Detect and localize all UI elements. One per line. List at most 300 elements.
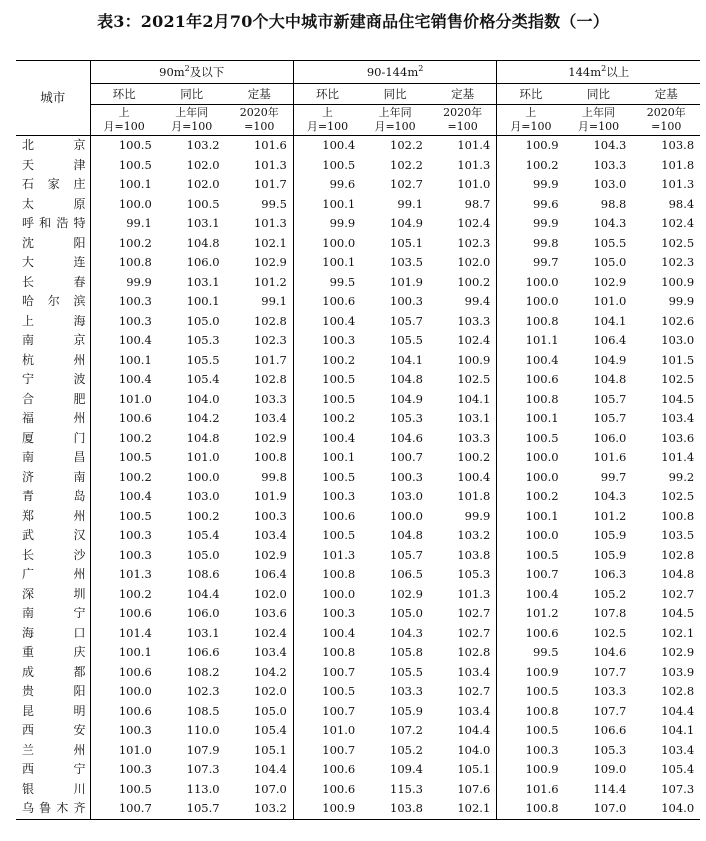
sub-header-fixed: 定基 <box>429 84 497 105</box>
index-value-cell: 99.7 <box>600 469 627 484</box>
index-value-cell: 101.2 <box>525 606 559 620</box>
index-value-cell: 100.0 <box>525 469 559 484</box>
index-value-cell: 100.5 <box>322 372 356 386</box>
city-name-cell: 乌鲁木齐 <box>16 799 90 819</box>
index-value-cell: 100.9 <box>525 762 559 776</box>
index-value-cell: 104.9 <box>390 216 423 230</box>
index-value-cell: 105.4 <box>661 762 695 776</box>
index-value-cell: 100.3 <box>390 294 423 308</box>
index-value-cell: 105.1 <box>226 741 294 761</box>
index-value-cell: 100.5 <box>118 450 152 464</box>
index-value-cell: 100.1 <box>118 177 152 191</box>
city-name-cell: 宁波 <box>16 370 90 390</box>
index-value-cell: 103.1 <box>186 216 220 230</box>
index-value-cell: 106.6 <box>593 723 627 737</box>
index-value-cell: 102.0 <box>186 157 220 172</box>
index-value-cell: 100.0 <box>322 586 356 601</box>
table-body <box>16 136 700 820</box>
index-value-cell: 106.4 <box>593 333 627 347</box>
index-value-cell: 104.0 <box>632 799 700 819</box>
index-value-cell: 100.9 <box>429 351 497 371</box>
index-value-cell: 100.2 <box>118 430 152 445</box>
index-value-cell: 100.5 <box>186 196 220 211</box>
index-value-cell: 104.3 <box>593 216 627 230</box>
index-value-cell: 103.3 <box>593 157 627 172</box>
index-value-cell: 98.7 <box>429 195 497 215</box>
index-value-cell: 104.6 <box>593 645 627 659</box>
index-value-cell: 104.1 <box>390 352 423 367</box>
index-value-cell: 103.2 <box>226 799 294 819</box>
table-row <box>16 546 700 566</box>
index-value-cell: 105.7 <box>593 391 627 406</box>
city-name-cell: 厦门 <box>16 429 90 449</box>
city-name-cell: 合肥 <box>16 390 90 410</box>
table-row <box>16 312 700 332</box>
index-value-cell: 102.8 <box>226 370 294 390</box>
index-value-cell: 102.4 <box>429 331 497 351</box>
city-name-cell: 南昌 <box>16 448 90 468</box>
table-row <box>16 292 700 312</box>
table-row <box>16 526 700 546</box>
index-value-cell: 100.0 <box>322 235 356 250</box>
index-value-cell: 103.2 <box>186 138 220 152</box>
index-value-cell: 100.1 <box>525 508 559 523</box>
index-value-cell: 101.3 <box>429 585 497 605</box>
index-value-cell: 114.4 <box>593 781 627 796</box>
index-value-cell: 100.0 <box>118 684 152 698</box>
index-value-cell: 102.5 <box>661 489 695 503</box>
index-value-cell: 100.0 <box>525 274 559 289</box>
index-value-cell: 105.9 <box>593 547 627 562</box>
index-value-cell: 100.6 <box>322 294 356 308</box>
group-header-medium: $90-144m^2$ <box>293 61 496 84</box>
index-value-cell: 107.3 <box>661 781 695 796</box>
index-value-cell: 102.0 <box>186 177 220 191</box>
index-value-cell: 103.8 <box>429 546 497 566</box>
table-row <box>16 799 700 819</box>
index-value-cell: 107.0 <box>565 799 633 819</box>
index-value-cell: 100.0 <box>525 294 559 308</box>
index-value-cell: 103.3 <box>226 390 294 410</box>
sub-header-yoy: 同比 <box>565 84 633 105</box>
index-value-cell: 100.2 <box>525 157 559 172</box>
table-row <box>16 663 700 683</box>
index-value-cell: 99.8 <box>226 468 294 488</box>
index-value-cell: 99.9 <box>532 216 559 230</box>
index-value-cell: 107.7 <box>593 664 627 679</box>
table-row <box>16 682 700 702</box>
base-note-mom: 上 月=100 <box>90 105 158 136</box>
index-value-cell: 103.3 <box>593 684 627 698</box>
index-value-cell: 105.0 <box>226 702 294 722</box>
index-value-cell: 100.3 <box>118 313 152 328</box>
table-row <box>16 156 700 176</box>
city-name-cell: 长春 <box>16 273 90 293</box>
index-value-cell: 101.3 <box>661 177 695 191</box>
base-note-mom: 上 月=100 <box>293 105 361 136</box>
index-value-cell: 100.4 <box>322 430 356 445</box>
city-name-cell: 西安 <box>16 721 90 741</box>
index-value-cell: 105.1 <box>429 760 497 780</box>
index-value-cell: 100.4 <box>322 313 356 328</box>
index-value-cell: 100.3 <box>322 606 356 620</box>
index-value-cell: 100.1 <box>118 645 152 659</box>
city-name-cell: 郑州 <box>16 507 90 527</box>
index-value-cell: 100.9 <box>525 664 559 679</box>
index-value-cell: 105.3 <box>390 411 423 425</box>
index-value-cell: 104.2 <box>186 411 220 425</box>
index-value-cell: 100.7 <box>322 664 356 679</box>
index-value-cell: 115.3 <box>390 781 423 796</box>
index-value-cell: 105.9 <box>593 528 627 542</box>
index-value-cell: 100.3 <box>118 528 152 542</box>
index-value-cell: 100.5 <box>322 157 356 172</box>
index-value-cell: 106.3 <box>593 567 627 581</box>
index-value-cell: 100.4 <box>429 468 497 488</box>
index-value-cell: 105.8 <box>390 645 423 659</box>
index-value-cell: 103.8 <box>661 138 695 152</box>
index-value-cell: 105.4 <box>226 721 294 741</box>
index-value-cell: 103.4 <box>226 409 294 429</box>
index-value-cell: 100.7 <box>322 703 356 718</box>
index-value-cell: 99.9 <box>668 294 695 308</box>
table-row <box>16 507 700 527</box>
city-name-cell: 呼和浩特 <box>16 214 90 234</box>
index-value-cell: 100.8 <box>322 645 356 659</box>
index-value-cell: 100.3 <box>118 723 152 737</box>
city-name-cell: 重庆 <box>16 643 90 663</box>
index-value-cell: 106.5 <box>390 567 423 581</box>
table-row <box>16 429 700 449</box>
index-value-cell: 104.8 <box>593 372 627 386</box>
index-value-cell: 104.3 <box>593 489 627 503</box>
index-value-cell: 99.2 <box>668 469 695 484</box>
index-value-cell: 100.2 <box>322 411 356 425</box>
group-header-large: $144m^2$以上 <box>497 61 700 84</box>
price-index-table <box>16 60 700 820</box>
index-value-cell: 100.5 <box>525 430 559 445</box>
city-name-cell: 福州 <box>16 409 90 429</box>
index-value-cell: 105.2 <box>593 586 627 601</box>
index-value-cell: 103.9 <box>661 664 695 679</box>
index-value-cell: 100.0 <box>118 196 152 211</box>
index-value-cell: 101.3 <box>322 547 356 562</box>
index-value-cell: 101.0 <box>429 175 497 195</box>
index-value-cell: 100.2 <box>322 352 356 367</box>
index-value-cell: 100.5 <box>118 508 152 523</box>
index-value-cell: 99.8 <box>532 235 559 250</box>
table-row <box>16 253 700 273</box>
index-value-cell: 102.1 <box>661 625 695 640</box>
index-value-cell: 105.4 <box>186 372 220 386</box>
index-value-cell: 98.4 <box>668 196 695 211</box>
base-note-fixed: 2020年=100 <box>226 105 294 136</box>
index-value-cell: 102.1 <box>226 234 294 254</box>
index-value-cell: 100.6 <box>118 411 152 425</box>
index-value-cell: 108.6 <box>186 567 220 581</box>
index-value-cell: 100.6 <box>322 508 356 523</box>
city-name-cell: 太原 <box>16 195 90 215</box>
index-value-cell: 100.5 <box>322 391 356 406</box>
index-value-cell: 103.0 <box>186 489 220 503</box>
index-value-cell: 104.4 <box>226 760 294 780</box>
index-value-cell: 103.1 <box>186 625 220 640</box>
index-value-cell: 107.8 <box>593 606 627 620</box>
index-value-cell: 100.3 <box>322 333 356 347</box>
index-value-cell: 100.5 <box>118 157 152 172</box>
index-value-cell: 105.0 <box>186 313 220 328</box>
base-note-yoy: 上年同 月=100 <box>361 105 429 136</box>
city-name-cell: 昆明 <box>16 702 90 722</box>
index-value-cell: 99.9 <box>532 177 559 191</box>
index-value-cell: 100.0 <box>186 469 220 484</box>
index-value-cell: 106.0 <box>186 255 220 269</box>
city-name-cell: 成都 <box>16 663 90 683</box>
index-value-cell: 102.7 <box>429 682 497 702</box>
city-name-cell: 青岛 <box>16 487 90 507</box>
index-value-cell: 99.9 <box>329 216 356 230</box>
index-value-cell: 100.2 <box>118 469 152 484</box>
table-row <box>16 721 700 741</box>
index-value-cell: 100.3 <box>118 294 152 308</box>
index-value-cell: 103.5 <box>390 255 423 269</box>
table-row <box>16 741 700 761</box>
city-name-cell: 沈阳 <box>16 234 90 254</box>
index-value-cell: 99.5 <box>532 645 559 659</box>
index-value-cell: 102.2 <box>390 138 423 152</box>
index-value-cell: 102.3 <box>186 684 220 698</box>
index-value-cell: 104.8 <box>390 372 423 386</box>
city-name-cell: 上海 <box>16 312 90 332</box>
index-value-cell: 100.9 <box>661 274 695 289</box>
index-value-cell: 100.4 <box>322 138 356 152</box>
index-value-cell: 104.4 <box>186 586 220 601</box>
table-row <box>16 604 700 624</box>
table-row <box>16 468 700 488</box>
index-value-cell: 100.1 <box>322 255 356 269</box>
base-note-yoy: 上年同 月=100 <box>158 105 226 136</box>
index-value-cell: 103.0 <box>390 489 423 503</box>
index-value-cell: 101.3 <box>226 214 294 234</box>
index-value-cell: 100.5 <box>525 684 559 698</box>
index-value-cell: 104.0 <box>186 391 220 406</box>
index-value-cell: 104.8 <box>186 430 220 445</box>
table-row <box>16 702 700 722</box>
index-value-cell: 105.5 <box>593 235 627 250</box>
index-value-cell: 99.5 <box>329 274 356 289</box>
base-note-yoy: 上年同 月=100 <box>565 105 633 136</box>
table-row <box>16 214 700 234</box>
index-value-cell: 105.7 <box>158 799 226 819</box>
index-value-cell: 102.9 <box>661 645 695 659</box>
index-value-cell: 102.9 <box>593 274 627 289</box>
index-value-cell: 100.2 <box>429 273 497 293</box>
index-value-cell: 100.5 <box>525 547 559 562</box>
index-value-cell: 102.6 <box>661 313 695 328</box>
city-name-cell: 南宁 <box>16 604 90 624</box>
index-value-cell: 102.9 <box>390 586 423 601</box>
index-value-cell: 104.4 <box>429 721 497 741</box>
index-value-cell: 105.3 <box>186 333 220 347</box>
index-value-cell: 100.6 <box>525 625 559 640</box>
table-title: 表3：2021年2月70个大中城市新建商品住宅销售价格分类指数（一） <box>97 12 609 31</box>
index-value-cell: 100.8 <box>525 313 559 328</box>
table-row <box>16 175 700 195</box>
index-value-cell: 101.4 <box>661 450 695 464</box>
index-value-cell: 100.7 <box>322 742 356 757</box>
index-value-cell: 105.9 <box>390 703 423 718</box>
index-value-cell: 102.2 <box>390 157 423 172</box>
index-value-cell: 104.4 <box>661 703 695 718</box>
index-value-cell: 100.4 <box>525 352 559 367</box>
city-name-cell: 广州 <box>16 565 90 585</box>
index-value-cell: 100.2 <box>429 448 497 468</box>
city-name-cell: 天津 <box>16 156 90 176</box>
index-value-cell: 103.4 <box>661 411 695 425</box>
index-value-cell: 99.9 <box>429 507 497 527</box>
table-row <box>16 195 700 215</box>
index-value-cell: 100.6 <box>118 703 152 718</box>
index-value-cell: 100.5 <box>322 469 356 484</box>
index-value-cell: 110.0 <box>186 723 220 737</box>
index-value-cell: 103.6 <box>226 604 294 624</box>
index-value-cell: 105.3 <box>593 742 627 757</box>
index-value-cell: 101.3 <box>226 156 294 176</box>
index-value-cell: 101.8 <box>661 157 695 172</box>
index-value-cell: 100.5 <box>322 528 356 542</box>
index-value-cell: 101.0 <box>118 391 152 406</box>
city-name-cell: 兰州 <box>16 741 90 761</box>
index-value-cell: 105.7 <box>593 411 627 425</box>
index-value-cell: 104.8 <box>186 235 220 250</box>
index-value-cell: 100.3 <box>322 489 356 503</box>
index-value-cell: 104.8 <box>661 567 695 581</box>
index-value-cell: 101.3 <box>118 567 152 581</box>
index-value-cell: 100.3 <box>390 469 423 484</box>
index-value-cell: 100.2 <box>525 489 559 503</box>
index-value-cell: 100.9 <box>293 799 361 819</box>
index-value-cell: 105.0 <box>593 255 627 269</box>
index-value-cell: 101.3 <box>429 156 497 176</box>
index-value-cell: 105.0 <box>186 547 220 562</box>
index-value-cell: 100.7 <box>525 567 559 581</box>
index-value-cell: 104.3 <box>390 625 423 640</box>
sub-header-mom: 环比 <box>497 84 565 105</box>
city-name-cell: 深圳 <box>16 585 90 605</box>
index-value-cell: 100.6 <box>322 762 356 776</box>
table-row <box>16 234 700 254</box>
index-value-cell: 101.6 <box>593 450 627 464</box>
index-value-cell: 101.0 <box>118 742 152 757</box>
index-value-cell: 100.5 <box>118 781 152 796</box>
index-value-cell: 103.4 <box>226 643 294 663</box>
city-name-cell: 武汉 <box>16 526 90 546</box>
index-value-cell: 102.7 <box>429 604 497 624</box>
index-value-cell: 105.3 <box>429 565 497 585</box>
base-note-fixed: 2020年=100 <box>429 105 497 136</box>
index-value-cell: 102.8 <box>661 547 695 562</box>
table-row <box>16 448 700 468</box>
index-value-cell: 101.0 <box>186 450 220 464</box>
city-name-cell: 北京 <box>16 136 90 156</box>
city-name-cell: 哈尔滨 <box>16 292 90 312</box>
index-value-cell: 100.3 <box>226 507 294 527</box>
table-row <box>16 351 700 371</box>
index-value-cell: 100.2 <box>118 235 152 250</box>
index-value-cell: 105.4 <box>186 528 220 542</box>
city-name-cell: 石家庄 <box>16 175 90 195</box>
index-value-cell: 102.5 <box>661 235 695 250</box>
index-value-cell: 103.0 <box>661 333 695 347</box>
index-value-cell: 107.9 <box>186 742 220 757</box>
index-value-cell: 103.4 <box>429 702 497 722</box>
index-value-cell: 102.8 <box>661 684 695 698</box>
index-value-cell: 103.8 <box>361 799 429 819</box>
index-value-cell: 104.6 <box>390 430 423 445</box>
index-value-cell: 99.4 <box>429 292 497 312</box>
index-value-cell: 103.4 <box>226 526 294 546</box>
sub-header-fixed: 定基 <box>226 84 294 105</box>
index-value-cell: 102.1 <box>429 799 497 819</box>
index-value-cell: 100.6 <box>525 372 559 386</box>
index-value-cell: 109.0 <box>593 762 627 776</box>
table-row <box>16 136 700 156</box>
index-value-cell: 108.2 <box>186 664 220 679</box>
index-value-cell: 101.0 <box>593 294 627 308</box>
index-value-cell: 104.5 <box>661 391 695 406</box>
index-value-cell: 102.5 <box>429 370 497 390</box>
index-value-cell: 102.8 <box>429 643 497 663</box>
index-value-cell: 102.0 <box>226 585 294 605</box>
table-row <box>16 760 700 780</box>
index-value-cell: 108.5 <box>186 703 220 718</box>
table-row <box>16 624 700 644</box>
index-value-cell: 100.3 <box>118 762 152 776</box>
index-value-cell: 100.6 <box>322 781 356 796</box>
index-value-cell: 103.3 <box>429 429 497 449</box>
index-value-cell: 100.1 <box>186 294 220 308</box>
index-value-cell: 104.1 <box>661 723 695 737</box>
index-value-cell: 100.4 <box>525 586 559 601</box>
index-value-cell: 101.6 <box>525 781 559 796</box>
index-value-cell: 100.6 <box>118 606 152 620</box>
city-name-cell: 济南 <box>16 468 90 488</box>
index-value-cell: 106.0 <box>593 430 627 445</box>
index-value-cell: 100.1 <box>525 411 559 425</box>
index-value-cell: 100.8 <box>525 391 559 406</box>
sub-header-yoy: 同比 <box>361 84 429 105</box>
index-value-cell: 102.4 <box>661 216 695 230</box>
index-value-cell: 104.0 <box>429 741 497 761</box>
index-value-cell: 103.1 <box>429 409 497 429</box>
index-value-cell: 100.4 <box>118 489 152 503</box>
index-value-cell: 100.0 <box>525 450 559 464</box>
index-value-cell: 100.8 <box>661 508 695 523</box>
index-value-cell: 100.1 <box>322 196 356 211</box>
index-value-cell: 106.4 <box>226 565 294 585</box>
index-value-cell: 103.1 <box>186 274 220 289</box>
table-row <box>16 585 700 605</box>
index-value-cell: 100.0 <box>390 508 423 523</box>
index-value-cell: 102.8 <box>226 312 294 332</box>
sub-header-fixed: 定基 <box>632 84 700 105</box>
table-row <box>16 643 700 663</box>
city-name-cell: 南京 <box>16 331 90 351</box>
sub-header-mom: 环比 <box>293 84 361 105</box>
index-value-cell: 101.6 <box>226 136 294 156</box>
index-value-cell: 100.5 <box>322 684 356 698</box>
index-value-cell: 103.0 <box>593 177 627 191</box>
